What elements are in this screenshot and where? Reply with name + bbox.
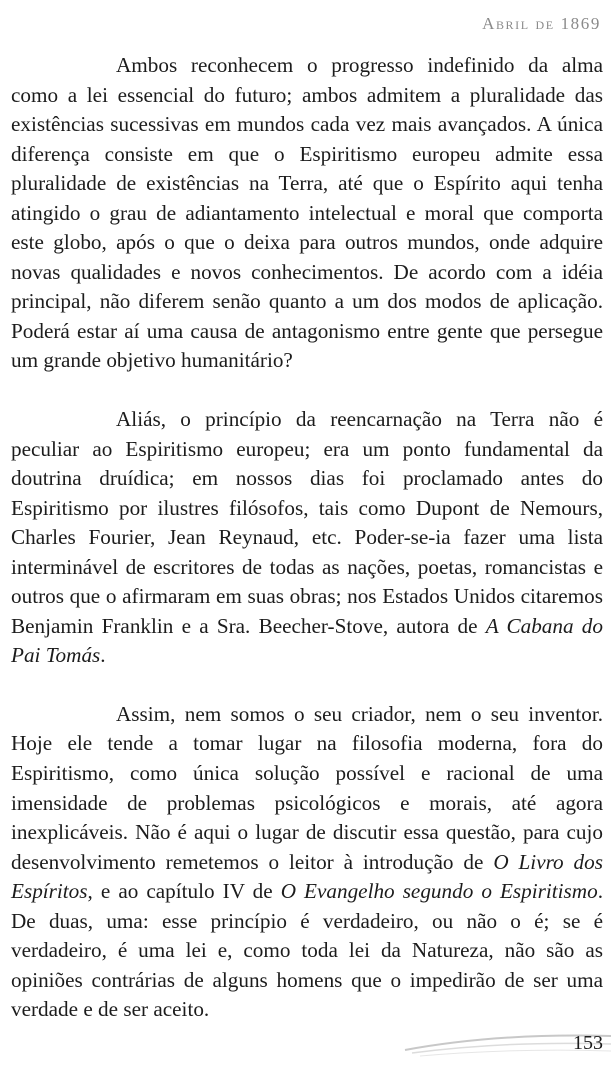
page-number: 153 [573, 1032, 603, 1054]
paragraph-3-text-a: Assim, nem somos o seu criador, nem o seu inventor. Hoje ele tende a tomar lugar na filosofia moderna, fora do Espiritismo, como única solução possível e racional de uma imensidade de problemas psicológicos e morais, até agora inexplicáveis. Não é aqui o lugar de discutir essa questão, para cujo desenvolvimento remetemos o leitor à introdução de [11, 701, 603, 874]
running-header: Abril de 1869 [482, 14, 601, 33]
paragraph-3-text-b: , e ao capítulo IV de [87, 879, 281, 904]
paragraph-3 [11, 700, 603, 1025]
page-footer [0, 1020, 611, 1068]
book-title-livro-espiritos: O Livro dos Espíritos [11, 849, 603, 904]
book-title-cabana: A Cabana do Pai Tomás [11, 613, 603, 668]
swoosh-ornament-icon [0, 1020, 611, 1068]
paragraph-2-text-a: Aliás, o princípio da reencarnação na Terra não é peculiar ao Espiritismo europeu; era um ponto fundamental da doutrina druídica; em nossos dias foi proclamado antes do Espiritismo por ilustres filósofos, tais como Dupont de Nemours, Charles Fourier, Jean Reynaud, etc. Poder-se-ia fazer uma lista interminável de escritores de todas as nações, poetas, romancistas e outros que o afirmaram em suas obras; nos Estados Unidos citaremos Benjamin Franklin e a Sra. Beecher-Stove, autora de [11, 407, 603, 638]
paragraph-2 [11, 405, 603, 671]
paragraph-2-text-b: . [100, 643, 106, 668]
paragraph-3-text-c: . De duas, uma: esse princípio é verdadeiro, ou não o é; se é verdadeiro, é uma lei e, como toda lei da Natureza, não são as opiniões contrárias de alguns homens que o impedirão de ser uma verdade e de ser aceito. [11, 879, 603, 1022]
paragraph-1: Ambos reconhecem o progresso indefinido da alma como a lei essencial do futuro; ambos admitem a pluralidade das existências sucessivas em mundos cada vez mais avançados. A única diferença consiste em que o Espiritismo europeu admite essa pluralidade de existências na Terra, até que o Espírito aqui tenha atingido o grau de adiantamento intelectual e moral que comporta este globo, após o que o deixa para outros mundos, onde adquire novas qualidades e novos conhecimentos. De acordo com a idéia principal, não diferem senão quanto a um dos modos de aplicação. Poderá estar aí uma causa de antagonismo entre gente que persegue um grande objetivo humanitário? [11, 53, 603, 373]
page-body [11, 51, 603, 1025]
book-title-evangelho: O Evangelho segundo o Espiritismo [280, 879, 598, 904]
